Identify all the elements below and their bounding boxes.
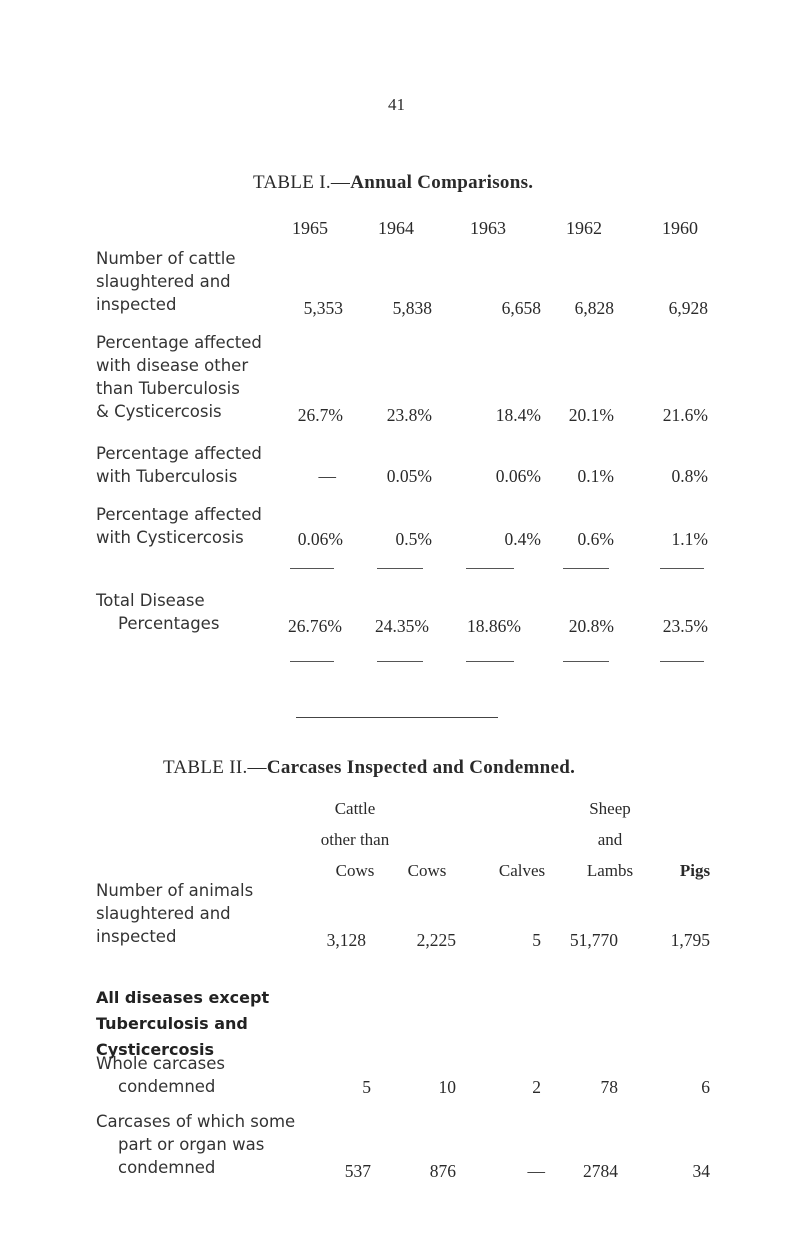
table2-col-header-calves: Calves [498,861,546,880]
table1-cell: 0.05% [386,466,432,486]
table1-total-label: Total Disease Percentages [96,591,220,633]
table2-cell: 5 [532,930,541,950]
table1-title-dash: — [330,172,351,193]
table1-year-1965: 1965 [292,218,328,238]
table2-cell: 10 [438,1077,456,1097]
table2-col-header-pigs: Pigs [679,861,711,880]
table1-cell: 0.1% [577,466,614,486]
table1-cell: 21.6% [662,405,708,425]
table1-year-1960: 1960 [662,218,698,238]
table2-cell: 537 [344,1161,371,1181]
table1-cell: 6,658 [501,298,541,318]
table1-row-label: Percentage affected with disease other than Tuberculosis & Cysticercosis [96,333,262,421]
table2-cell: — [527,1161,545,1181]
table1-title-prefix: TABLE I. [253,172,331,193]
table2-cell: 3,128 [326,930,366,950]
sum-rule [290,661,334,662]
table2-row-label: Carcases of which some part or organ was condemned [96,1112,296,1177]
table2-cell: 1,795 [670,930,710,950]
table1-cell: 5,838 [392,298,432,318]
table2-row-label: Whole carcases condemned [96,1054,225,1096]
table2-cell: 2784 [583,1161,618,1181]
table1-year-1963: 1963 [470,218,506,238]
table2-title-main: Carcases Inspected and Condemned. [266,757,576,778]
table2-row-label: Number of animals slaughtered and inspected [96,881,254,946]
sum-rule [563,661,609,662]
table1-cell: 0.06% [495,466,541,486]
table2-cell: 2,225 [416,930,456,950]
table1-total-cell: 24.35% [375,616,429,636]
table1-title [253,172,533,194]
table1-cell: 6,928 [668,298,708,318]
table2-col-header-cattle: Cattle other than Cows [320,799,390,880]
table1-row-label: Number of cattle slaughtered and inspected [96,249,236,314]
table2-title [163,757,575,779]
table2-cell: 78 [600,1077,618,1097]
table1-cell: 5,353 [303,298,343,318]
sum-rule [290,568,334,569]
table2-col-header-cows: Cows [407,861,447,880]
table2-cell: 34 [692,1161,710,1181]
table1-cell: 6,828 [574,298,614,318]
sum-rule [660,661,704,662]
table1-cell: 0.5% [395,529,432,549]
table2-cell: 51,770 [569,930,618,950]
table1-cell: 0.6% [577,529,614,549]
table2-cell: 2 [532,1077,541,1097]
table1-cell: 0.06% [297,529,343,549]
table1-cell: — [318,466,336,486]
table1-cell: 20.1% [568,405,614,425]
table1-row-label: Percentage affected with Tuberculosis [96,444,262,486]
sum-rule [466,568,514,569]
table2-cell: 5 [362,1077,371,1097]
table2-col-header-sheep: Sheep and Lambs [586,799,634,880]
sum-rule [377,568,423,569]
section-separator [296,717,498,718]
table1-total-cell: 18.86% [467,616,521,636]
table1-total-cell: 20.8% [568,616,614,636]
table1-cell: 18.4% [495,405,541,425]
table1-cell: 23.8% [386,405,432,425]
table1-cell: 0.4% [504,529,541,549]
table2-cell: 6 [701,1077,710,1097]
table1-cell: 0.8% [671,466,708,486]
sum-rule [563,568,609,569]
table2-title-dash: — [247,757,267,778]
table2-section-heading: All diseases except Tuberculosis and Cysticercosis [96,988,270,1059]
sum-rule [466,661,514,662]
table1-total-cell: 23.5% [662,616,708,636]
table2-cell: 876 [429,1161,456,1181]
table1-year-1962: 1962 [566,218,602,238]
table1-year-1964: 1964 [378,218,414,238]
sum-rule [377,661,423,662]
sum-rule [660,568,704,569]
table1-total-cell: 26.76% [288,616,342,636]
table2-title-prefix: TABLE II. [163,757,248,778]
table1-row-label: Percentage affected with Cysticercosis [96,505,262,547]
table1-cell: 26.7% [297,405,343,425]
page-number: 41 [388,95,405,114]
table1-cell: 1.1% [671,529,708,549]
table1-title-main: Annual Comparisons. [350,172,534,193]
